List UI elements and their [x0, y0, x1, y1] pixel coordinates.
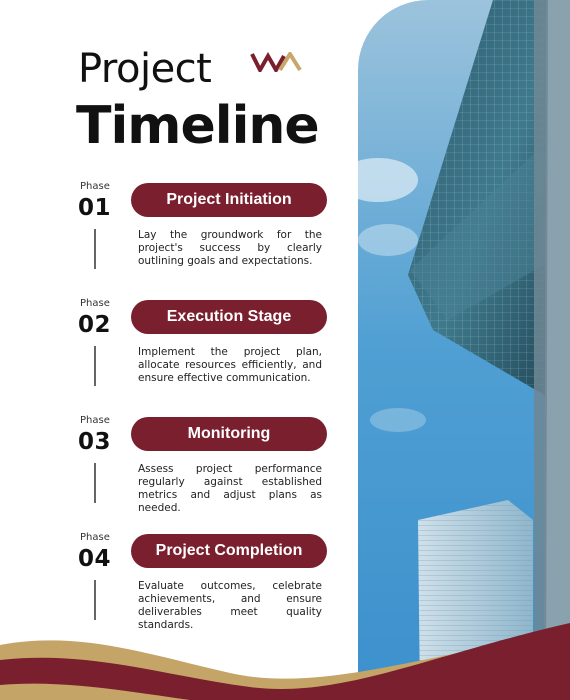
- page-title: Timeline: [76, 96, 319, 156]
- title-line-1: Project: [78, 46, 212, 92]
- phase-label: Phase: [80, 181, 110, 192]
- skyscraper-photo: [358, 0, 570, 700]
- phase-label: Phase: [80, 415, 110, 426]
- timeline-divider: [94, 463, 96, 503]
- phase-title-pill: Project Completion: [131, 534, 327, 568]
- phase-label: Phase: [80, 298, 110, 309]
- phase-description: Implement the project plan, allocate resources efficiently, and ensure effective communication.: [138, 346, 322, 384]
- decorative-waves: [0, 615, 570, 700]
- phase-description: Lay the groundwork for the project's success by clearly outlining goals and expectations.: [138, 229, 322, 267]
- phase-number: 03: [78, 429, 112, 455]
- phase-description: Evaluate outcomes, celebrate achievements, and ensure deliverables meet quality standards.: [138, 580, 322, 631]
- timeline-divider: [94, 580, 96, 620]
- phase-title-pill: Execution Stage: [131, 300, 327, 334]
- timeline-divider: [94, 346, 96, 386]
- timeline-divider: [94, 229, 96, 269]
- phase-description: Assess project performance regularly against established metrics and adjust plans as needed.: [138, 463, 322, 514]
- phase-number: 02: [78, 312, 112, 338]
- phase-title-pill: Project Initiation: [131, 183, 327, 217]
- phase-title-pill: Monitoring: [131, 417, 327, 451]
- phase-label: Phase: [80, 532, 110, 543]
- phase-number: 04: [78, 546, 112, 572]
- phase-number: 01: [78, 195, 112, 221]
- wa-logo-icon: [250, 52, 302, 76]
